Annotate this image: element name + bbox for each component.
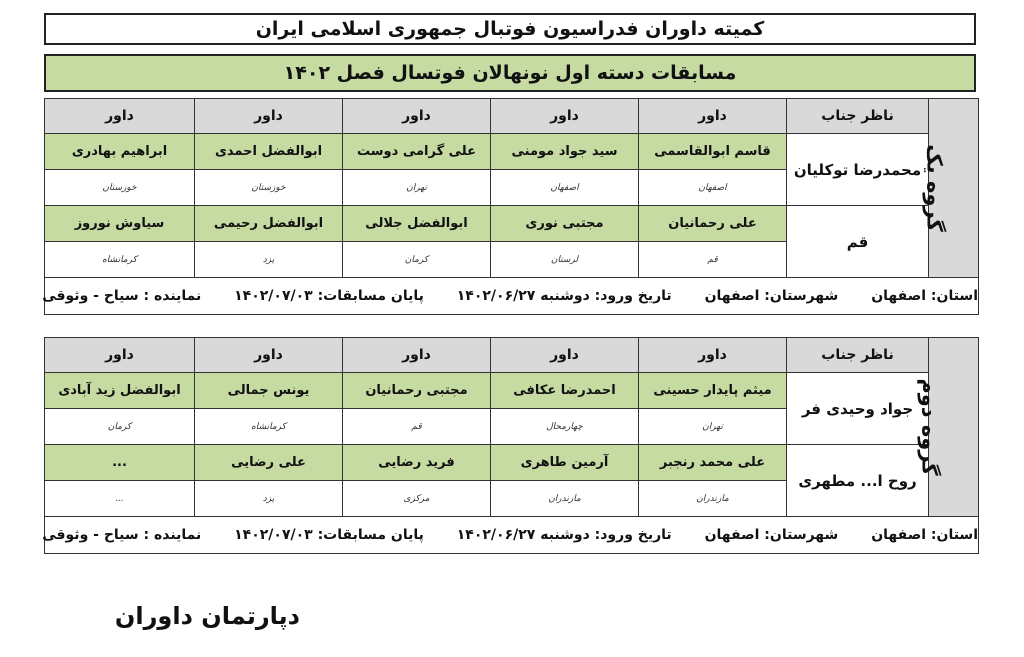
referee-city: یزد: [195, 242, 343, 278]
referee-city: تهران: [639, 409, 787, 445]
referee-name: ابوالفضل جلالی: [343, 206, 491, 242]
referee-city: خوزستان: [195, 170, 343, 206]
referee-name: ابوالفضل احمدی: [195, 134, 343, 170]
footer-arrival: تاریخ ورود: دوشنبه ۱۴۰۲/۰۶/۲۷: [456, 527, 672, 543]
referee-name: ابوالفضل زید آبادی: [45, 373, 195, 409]
referee-name: ابراهیم بهادری: [45, 134, 195, 170]
group-label: گروه دوم: [929, 338, 979, 517]
competition-title: مسابقات دسته اول نونهالان فوتسال فصل ۱۴۰۲: [44, 54, 976, 92]
footer-province: استان: اصفهان: [871, 527, 978, 543]
referee-header: داور: [195, 99, 343, 134]
referee-header: داور: [491, 99, 639, 134]
referee-name: ...: [45, 445, 195, 481]
page-title: کمیته داوران فدراسیون فوتبال جمهوری اسلامی ایران: [44, 13, 976, 45]
observer-name: روح ا... مطهری: [787, 445, 929, 517]
referee-city: قم: [639, 242, 787, 278]
referee-city: اصفهان: [491, 170, 639, 206]
footer-arrival: تاریخ ورود: دوشنبه ۱۴۰۲/۰۶/۲۷: [456, 288, 672, 304]
referee-city: مازندران: [491, 481, 639, 517]
referee-city: کرمانشاه: [45, 242, 195, 278]
group-footer: [42, 517, 979, 554]
referee-city: کرمانشاه: [195, 409, 343, 445]
referee-city: چهارمحال: [491, 409, 639, 445]
referee-name: مجتبی نوری: [491, 206, 639, 242]
referee-name: سید جواد مومنی: [491, 134, 639, 170]
observer-header: ناظر جناب: [787, 338, 929, 373]
referee-name: علی رحمانیان: [639, 206, 787, 242]
referee-city: تهران: [343, 170, 491, 206]
referee-city: یزد: [195, 481, 343, 517]
referee-city: قم: [343, 409, 491, 445]
footer-representative: نماینده : سیاح - وثوقی: [42, 527, 202, 543]
referee-city: کرمان: [45, 409, 195, 445]
referee-name: آرمین طاهری: [491, 445, 639, 481]
referee-name: مجتبی رحمانیان: [343, 373, 491, 409]
referee-name: فرید رضایی: [343, 445, 491, 481]
referee-name: علی محمد رنجبر: [639, 445, 787, 481]
referee-name: علی گرامی دوست: [343, 134, 491, 170]
footer-representative: نماینده : سیاح - وثوقی: [42, 288, 202, 304]
referee-name: قاسم ابوالقاسمی: [639, 134, 787, 170]
referee-header: داور: [639, 99, 787, 134]
group-two-table: [44, 337, 979, 554]
referee-name: احمدرضا عکافی: [491, 373, 639, 409]
footer-end: پایان مسابقات: ۱۴۰۲/۰۷/۰۳: [234, 288, 424, 304]
referee-header: داور: [45, 99, 195, 134]
observer-name: محمدرضا توکلیان: [787, 134, 929, 206]
referee-city: خوزستان: [45, 170, 195, 206]
referee-city: ...: [45, 481, 195, 517]
observer-header: ناظر جناب: [787, 99, 929, 134]
referee-header: داور: [45, 338, 195, 373]
observer-name: جواد وحیدی فر: [787, 373, 929, 445]
department-signature: دپارتمان داوران: [114, 602, 300, 630]
footer-city: شهرستان: اصفهان: [704, 527, 839, 543]
referee-header: داور: [343, 338, 491, 373]
referee-header: داور: [195, 338, 343, 373]
footer-end: پایان مسابقات: ۱۴۰۲/۰۷/۰۳: [234, 527, 424, 543]
referee-name: سیاوش نوروز: [45, 206, 195, 242]
observer-name: قم: [787, 206, 929, 278]
referee-header: داور: [639, 338, 787, 373]
group-label: گروه یک: [929, 99, 979, 278]
group-footer: [42, 278, 979, 315]
referee-name: ابوالفضل رحیمی: [195, 206, 343, 242]
referee-header: داور: [343, 99, 491, 134]
referee-city: لرستان: [491, 242, 639, 278]
referee-city: مرکزی: [343, 481, 491, 517]
referee-city: مازندران: [639, 481, 787, 517]
referee-city: کرمان: [343, 242, 491, 278]
referee-name: میثم پایدار حسینی: [639, 373, 787, 409]
referee-name: یونس جمالی: [195, 373, 343, 409]
referee-city: اصفهان: [639, 170, 787, 206]
footer-city: شهرستان: اصفهان: [704, 288, 839, 304]
footer-province: استان: اصفهان: [871, 288, 978, 304]
referee-name: علی رضایی: [195, 445, 343, 481]
group-one-table: [44, 98, 979, 315]
referee-header: داور: [491, 338, 639, 373]
